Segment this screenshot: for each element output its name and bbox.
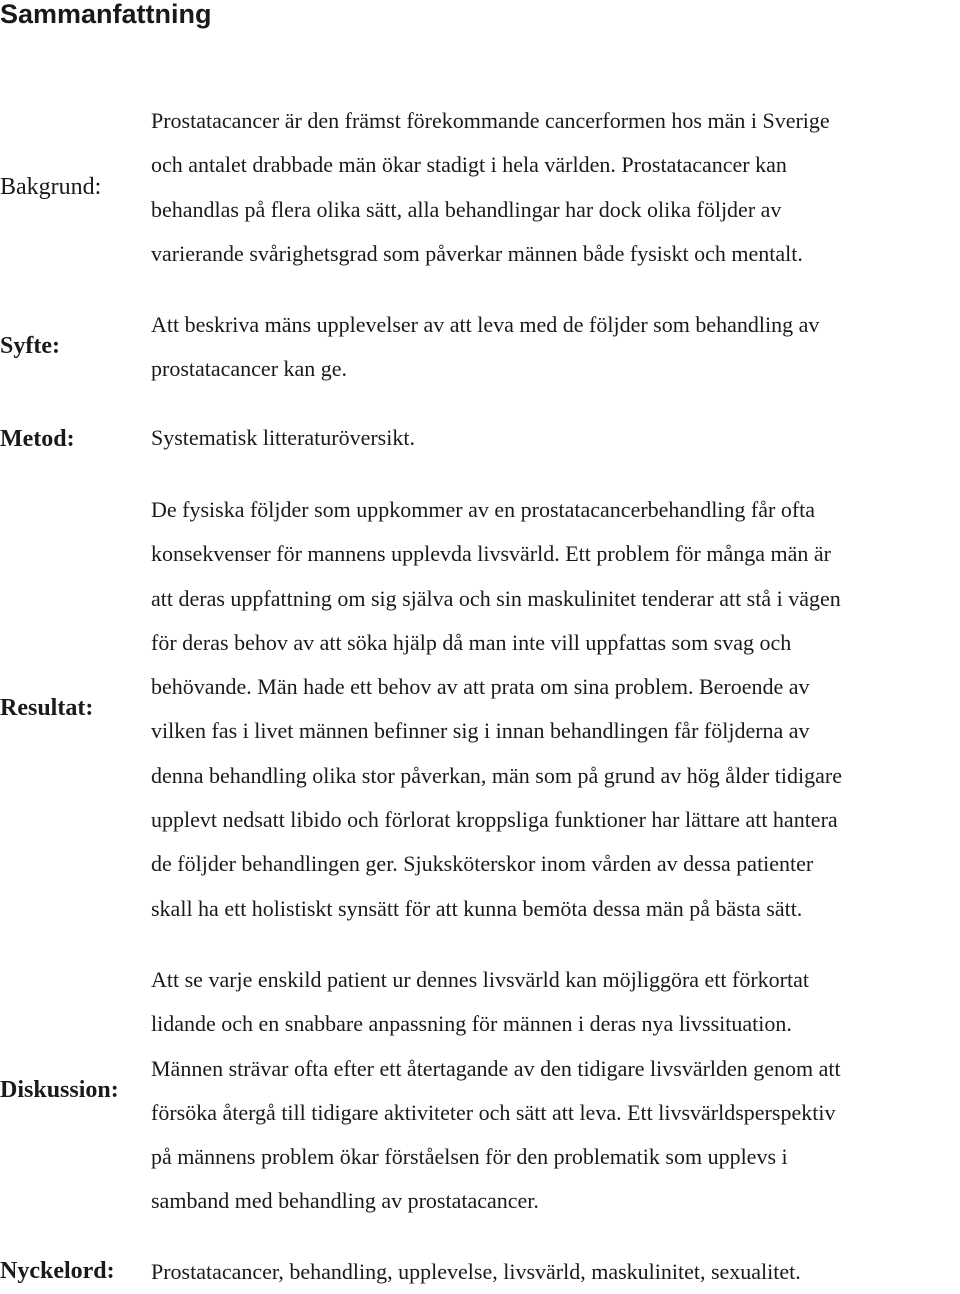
metod-text [151, 416, 415, 460]
text-line: behövande. Män hade ett behov av att prata om sina problem. Beroende av [151, 674, 810, 700]
text-line: prostatacancer kan ge. [151, 356, 348, 382]
text-line: att deras uppfattning om sig själva och sin maskulinitet tenderar att stå i vägen [151, 585, 841, 611]
resultat-text [151, 488, 842, 931]
diskussion-text [151, 958, 841, 1224]
text-line: Prostatacancer, behandling, upplevelse, livsvärld, maskulinitet, sexualitet. [151, 1259, 801, 1284]
text-line: Systematisk litteraturöversikt. [151, 425, 415, 450]
text-line: upplevt nedsatt libido och förlorat kroppsliga funktioner har lättare att hantera [151, 807, 838, 833]
text-line: konsekvenser för mannens upplevda livsvärld. Ett problem för många män är [151, 541, 831, 567]
text-line: Att beskriva mäns upplevelser av att leva med de följder som behandling av [151, 312, 820, 337]
resultat-label: Resultat: [0, 695, 94, 721]
text-line: försöka återgå till tidigare aktiviteter och sätt att leva. Ett livsvärldsperspektiv [151, 1099, 836, 1125]
page-title: Sammanfattning [0, 0, 212, 29]
nyckelord-label: Nyckelord: [0, 1258, 115, 1284]
nyckelord-text [151, 1250, 801, 1294]
text-line: skall ha ett holistiskt synsätt för att kunna bemöta dessa män på bästa sätt. [151, 895, 803, 921]
bakgrund-text [151, 99, 830, 276]
text-line: och antalet drabbade män ökar stadigt i hela världen. Prostatacancer kan [151, 152, 787, 178]
diskussion-label: Diskussion: [0, 1077, 119, 1103]
text-line: lidande och en snabbare anpassning för männen i deras nya livssituation. [151, 1011, 792, 1037]
text-line: för deras behov av att söka hjälp då man inte vill uppfattas som svag och [151, 629, 792, 655]
metod-label: Metod: [0, 426, 75, 452]
text-line: Prostatacancer är den främst förekommande cancerformen hos män i Sverige [151, 108, 830, 133]
syfte-label: Syfte: [0, 333, 60, 359]
text-line: varierande svårighetsgrad som påverkar männen både fysiskt och mentalt. [151, 240, 803, 266]
text-line: De fysiska följder som uppkommer av en prostatacancerbehandling får ofta [151, 497, 816, 522]
syfte-text [151, 303, 819, 392]
text-line: samband med behandling av prostatacancer. [151, 1188, 539, 1214]
text-line: Männen strävar ofta efter ett återtagande av den tidigare livsvärlden genom att [151, 1055, 841, 1081]
text-line: behandlas på flera olika sätt, alla behandlingar har dock olika följder av [151, 196, 782, 222]
text-line: Att se varje enskild patient ur dennes livsvärld kan möjliggöra ett förkortat [151, 967, 809, 992]
bakgrund-label: Bakgrund: [0, 174, 102, 200]
text-line: på männens problem ökar förståelsen för den problematik som upplevs i [151, 1144, 788, 1170]
text-line: de följder behandlingen ger. Sjuksköterskor inom vården av dessa patienter [151, 851, 814, 877]
text-line: denna behandling olika stor påverkan, män som på grund av hög ålder tidigare [151, 762, 842, 788]
text-line: vilken fas i livet männen befinner sig i innan behandlingen får följderna av [151, 718, 810, 744]
